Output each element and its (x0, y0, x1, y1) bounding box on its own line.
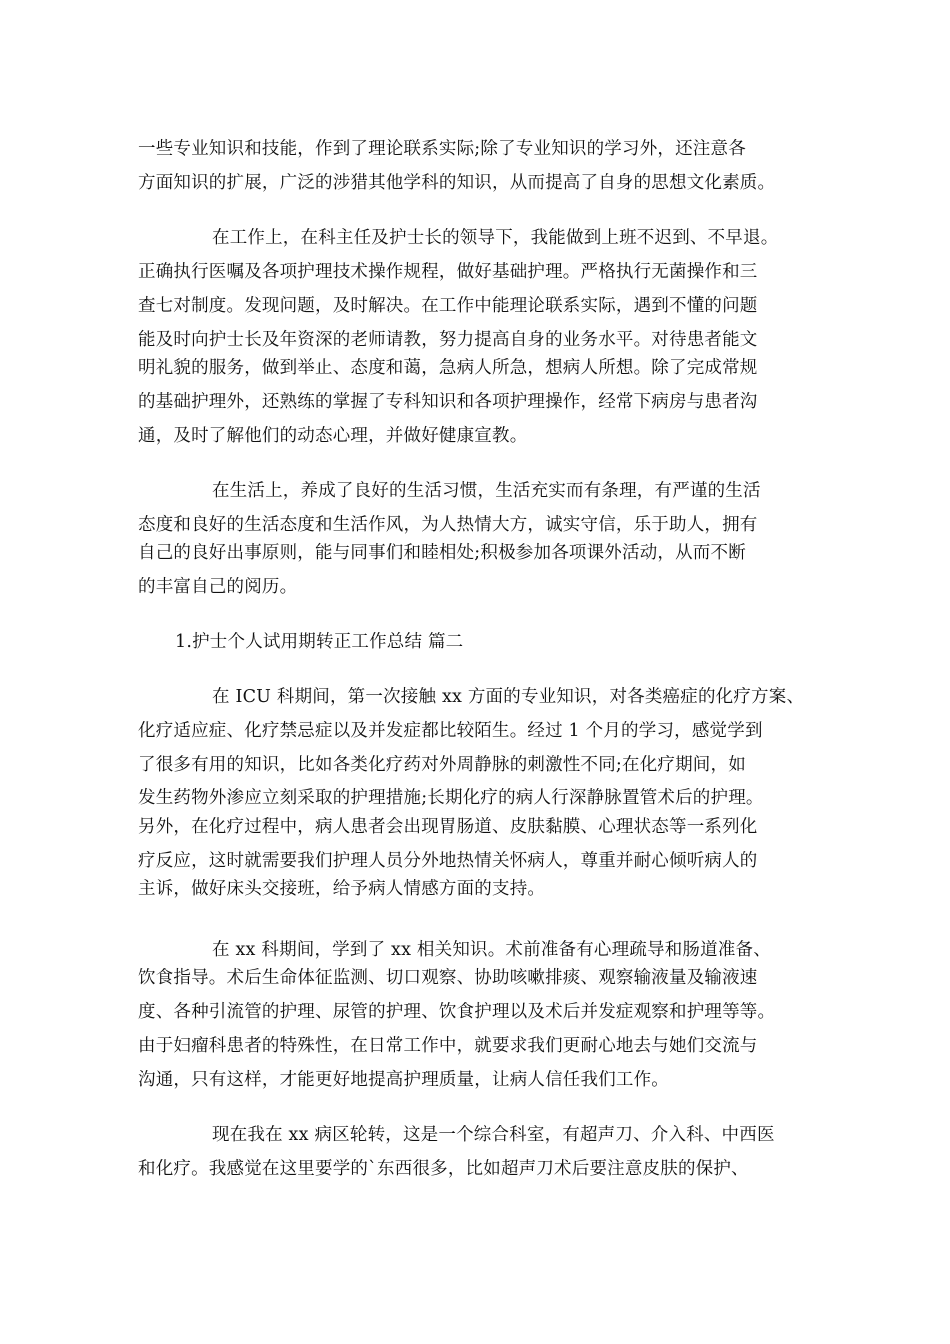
paragraph-2-line-5: 明礼貌的服务，做到举止、态度和蔼，急病人所急，想病人所想。除了完成常规 (138, 358, 758, 378)
paragraph-4-line-3: 了很多有用的知识，比如各类化疗药对外周静脉的刺激性不同;在化疗期间，如 (138, 755, 746, 775)
paragraph-6-line-2: 和化疗。我感觉在这里要学的`东西很多，比如超声刀术后要注意皮肤的保护、 (138, 1159, 749, 1179)
paragraph-4-line-6: 疗反应，这时就需要我们护理人员分外地热情关怀病人，尊重并耐心倾听病人的 (138, 851, 758, 871)
paragraph-1-line-2: 方面知识的扩展，广泛的涉猎其他学科的知识，从而提高了自身的思想文化素质。 (138, 173, 776, 193)
paragraph-2-line-2: 正确执行医嘱及各项护理技术操作规程，做好基础护理。严格执行无菌操作和三 (138, 262, 758, 282)
paragraph-1-line-1: 一些专业知识和技能，作到了理论联系实际;除了专业知识的学习外，还注意各 (138, 139, 746, 159)
paragraph-3-line-1: 在生活上，养成了良好的生活习惯，生活充实而有条理，有严谨的生活 (212, 481, 761, 501)
paragraph-3-line-4: 的丰富自己的阅历。 (138, 577, 298, 597)
paragraph-4-line-7: 主诉，做好床头交接班，给予病人情感方面的支持。 (138, 879, 546, 899)
paragraph-5-line-4: 由于妇瘤科患者的特殊性，在日常工作中，就要求我们更耐心地去与她们交流与 (138, 1036, 758, 1056)
paragraph-5-line-3: 度、各种引流管的护理、尿管的护理、饮食护理以及术后并发症观察和护理等等。 (138, 1002, 776, 1022)
paragraph-4-line-4: 发生药物外渗应立刻采取的护理措施;长期化疗的病人行深静脉置管术后的护理。 (138, 788, 764, 808)
section-heading: 1.护士个人试用期转正工作总结 篇二 (175, 632, 464, 652)
paragraph-4-line-2: 化疗适应症、化疗禁忌症以及并发症都比较陌生。经过 1 个月的学习，感觉学到 (138, 721, 763, 741)
paragraph-5-line-1: 在 xx 科期间，学到了 xx 相关知识。术前准备有心理疏导和肠道准备、 (212, 940, 771, 960)
paragraph-5-line-5: 沟通，只有这样，才能更好地提高护理质量，让病人信任我们工作。 (138, 1070, 669, 1090)
paragraph-4-line-1: 在 ICU 科期间，第一次接触 xx 方面的专业知识，对各类癌症的化疗方案、 (212, 687, 805, 707)
paragraph-2-line-4: 能及时向护士长及年资深的老师请教，努力提高自身的业务水平。对待患者能文 (138, 330, 758, 350)
paragraph-3-line-2: 态度和良好的生活态度和生活作风，为人热情大方，诚实守信，乐于助人，拥有 (138, 515, 758, 535)
paragraph-2-line-6: 的基础护理外，还熟练的掌握了专科知识和各项护理操作，经常下病房与患者沟 (138, 392, 758, 412)
paragraph-2-line-1: 在工作上，在科主任及护士长的领导下，我能做到上班不迟到、不早退。 (212, 228, 779, 248)
paragraph-3-line-3: 自己的良好出事原则，能与同事们和睦相处;积极参加各项课外活动，从而不断 (138, 543, 746, 563)
paragraph-6-line-1: 现在我在 xx 病区轮转，这是一个综合科室，有超声刀、介入科、中西医 (212, 1125, 775, 1145)
paragraph-2-line-3: 查七对制度。发现问题，及时解决。在工作中能理论联系实际，遇到不懂的问题 (138, 296, 758, 316)
paragraph-4-line-5: 另外，在化疗过程中，病人患者会出现胃肠道、皮肤黏膜、心理状态等一系列化 (138, 817, 758, 837)
paragraph-5-line-2: 饮食指导。术后生命体征监测、切口观察、协助咳嗽排痰、观察输液量及输液速 (138, 968, 758, 988)
paragraph-2-line-7: 通，及时了解他们的动态心理，并做好健康宣教。 (138, 426, 528, 446)
